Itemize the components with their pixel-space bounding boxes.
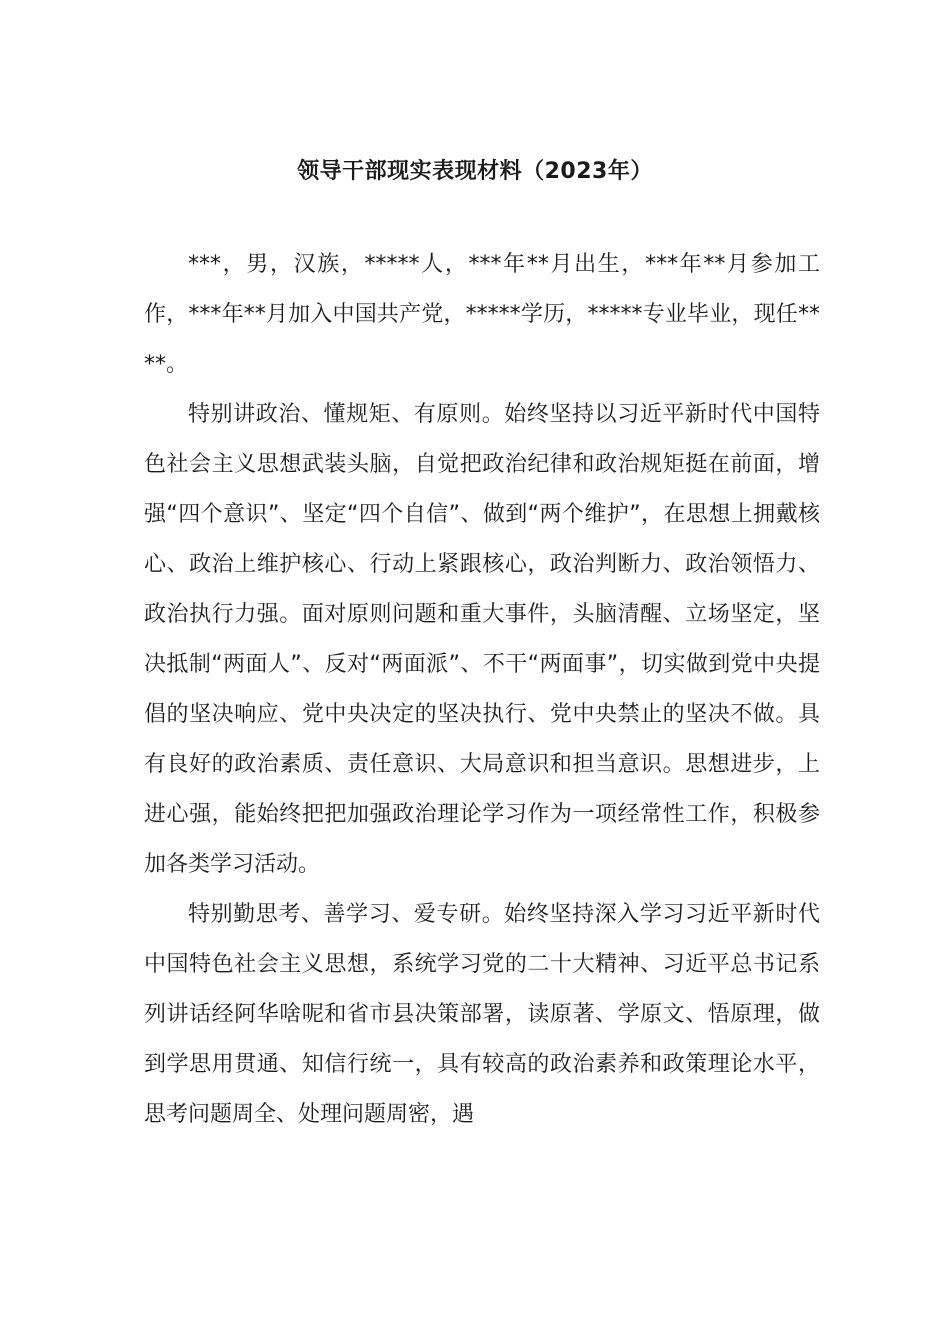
paragraph-study: 特别勤思考、善学习、爱专研。始终坚持深入学习习近平新时代中国特色社会主义思想，系统学习党的二十大精神、习近平总书记系列讲话经阿华啥呢和省市县决策部署，读原著、学原文、悟原理，做到学思用贯通、知信行统一，具有较高的政治素养和政策理论水平，思考问题周全、处理问题周密，遇 xyxy=(144,902,820,1127)
paragraph-basic-info: ***，男，汉族，*****人，***年**月出生，***年**月参加工作，***年**月加入中国共产党，*****学历，*****专业毕业，现任****。 xyxy=(144,252,820,377)
document-title: 领导干部现实表现材料（2023年） xyxy=(297,159,653,184)
paragraph-politics: 特别讲政治、懂规矩、有原则。始终坚持以习近平新时代中国特色社会主义思想武装头脑，自觉把政治纪律和政治规矩挺在前面，增强“四个意识”、坚定“四个自信”、做到“两个维护”，在思想上拥戴核心、政治上维护核心、行动上紧跟核心，政治判断力、政治领悟力、政治执行力强。面对原则问题和重大事件，头脑清醒、立场坚定，坚决抵制“两面人”、反对“两面派”、不干“两面事”，切实做到党中央提倡的坚决响应、党中央决定的坚决执行、党中央禁止的坚决不做。具有良好的政治素质、责任意识、大局意识和担当意识。思想进步，上进心强，能始终把把加强政治理论学习作为一项经常性工作，积极参加各类学习活动。 xyxy=(144,402,820,877)
document-body xyxy=(144,240,820,1140)
